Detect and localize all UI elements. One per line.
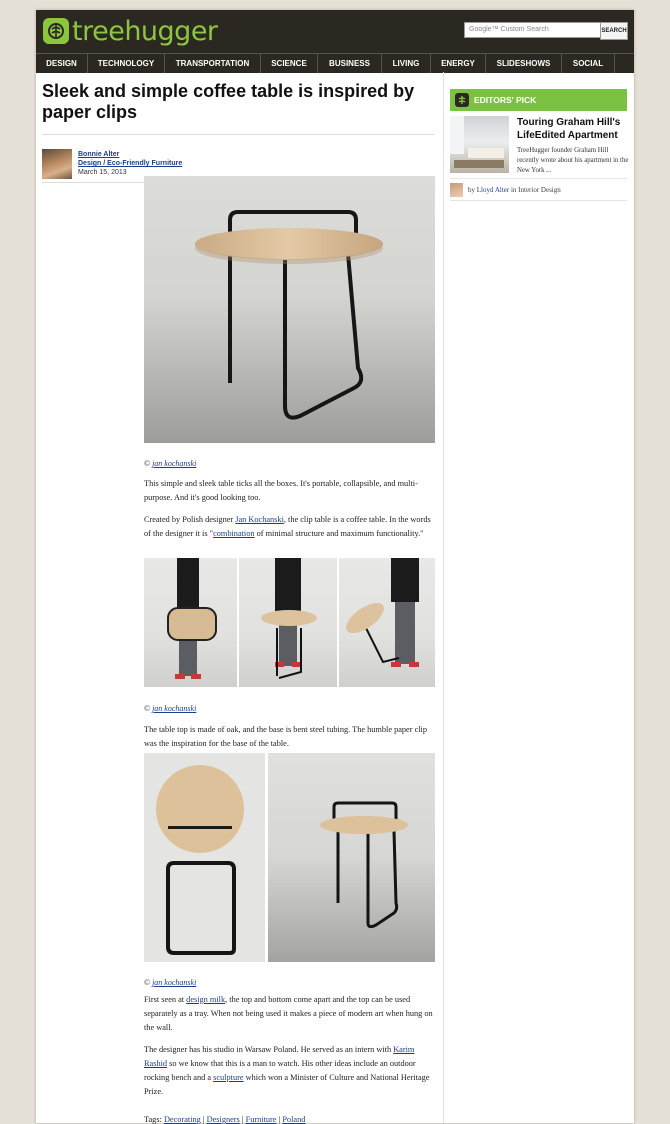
text: The designer has his studio in Warsaw Poland. He served as an intern with <box>144 1045 394 1054</box>
tag-link[interactable]: Poland <box>282 1115 306 1124</box>
pick-author-link[interactable]: Lloyd Alter <box>476 186 510 194</box>
divider <box>42 134 434 135</box>
nav-item-slideshows[interactable]: SLIDESHOWS <box>486 54 562 73</box>
photo-disassembled-table <box>144 753 265 962</box>
nav-item-science[interactable]: SCIENCE <box>261 54 318 73</box>
photo-credit-link[interactable]: jan kochanski <box>152 459 197 468</box>
paragraph: The table top is made of oak, and the base is bent steel tubing. The humble paper clip was the inspiration for the base of the table. <box>144 725 428 748</box>
nav-item-design[interactable]: DESIGN <box>36 54 88 73</box>
page <box>36 10 634 1123</box>
text: which won a Minister of Culture and National Heritage Prize. <box>144 1073 430 1096</box>
column-divider <box>443 72 444 1123</box>
photo-assembled-table <box>268 753 435 962</box>
site-logo[interactable] <box>43 15 218 47</box>
copyright-symbol: © <box>144 704 151 713</box>
tags-line: Tags: Decorating | Designers | Furniture | Poland <box>144 1115 306 1124</box>
editors-pick-banner <box>450 89 627 111</box>
author-link[interactable]: Bonnie Alter <box>78 151 120 158</box>
site-header <box>36 10 634 53</box>
article-title: Sleek and simple coffee table is inspired by paper clips <box>42 81 415 122</box>
tag-link[interactable]: Decorating <box>163 1115 201 1124</box>
text: so we know that this is a man to watch. His other ideas include an outdoor rocking bench and a <box>144 1059 416 1082</box>
divider <box>450 200 627 201</box>
table-photo-main <box>144 176 435 443</box>
editors-pick-label: EDITORS' PICK <box>474 95 537 105</box>
photo-credit <box>144 459 196 468</box>
divider <box>450 178 627 179</box>
photo-credit-link[interactable]: jan kochanski <box>152 978 197 987</box>
pick-category[interactable]: Interior Design <box>518 186 561 194</box>
karim-rashid-link[interactable]: Karim Rashid <box>144 1045 415 1068</box>
search-button[interactable]: SEARCH <box>600 22 628 40</box>
by-label: by <box>468 186 475 194</box>
main-nav <box>36 53 634 73</box>
author-avatar <box>42 149 72 179</box>
category-link[interactable]: Design / Eco-Friendly Furniture <box>78 160 183 167</box>
copyright-symbol: © <box>144 978 151 987</box>
photo-credit <box>144 704 196 713</box>
editors-pick-byline <box>468 186 561 194</box>
photo-credit <box>144 978 196 987</box>
byline <box>78 150 182 177</box>
search-input[interactable]: Google™ Custom Search <box>464 22 608 38</box>
text: First seen at <box>144 995 187 1004</box>
photo-assembling-table <box>239 558 337 687</box>
nav-item-social[interactable]: SOCIAL <box>562 54 615 73</box>
nav-item-technology[interactable]: TECHNOLOGY <box>88 54 165 73</box>
design-milk-link[interactable]: design milk <box>186 995 226 1004</box>
tag-link[interactable]: Designers <box>206 1115 240 1124</box>
leaf-logo-icon <box>43 18 69 44</box>
in-label: in <box>510 186 517 194</box>
logo-text: treehugger <box>72 15 218 47</box>
combination-link[interactable]: combination <box>213 529 255 538</box>
tags-label: Tags: <box>144 1115 162 1124</box>
editors-pick-thumbnail[interactable] <box>450 116 509 173</box>
nav-item-business[interactable]: BUSINESS <box>318 54 382 73</box>
tag-link[interactable]: Furniture <box>245 1115 277 1124</box>
nav-item-transportation[interactable]: TRANSPORTATION <box>165 54 261 73</box>
designer-link[interactable]: Jan Kochanski <box>235 515 284 524</box>
text: Created by Polish designer <box>144 515 236 524</box>
nav-item-energy[interactable]: ENERGY <box>431 54 486 73</box>
text: of minimal structure and maximum functionality." <box>254 529 424 538</box>
nav-item-living[interactable]: LIVING <box>382 54 431 73</box>
paragraph <box>144 1043 434 1099</box>
photo-folded-table <box>144 558 237 687</box>
text: , the top and bottom come apart and the top can be used separately as a tray. When not being used it makes a piece of modern art when hung on the wall. <box>144 995 433 1032</box>
paragraph <box>144 513 434 541</box>
photo-credit-link[interactable]: jan kochanski <box>152 704 197 713</box>
paragraph <box>144 993 434 1035</box>
publish-date: March 15, 2013 <box>78 169 127 176</box>
sculpture-link[interactable]: sculpture <box>213 1073 244 1082</box>
paragraph: This simple and sleek table ticks all the boxes. It's portable, collapsible, and multi-purpose. And it's good looking too. <box>144 479 418 502</box>
text: , the clip table is a coffee table. In the words of the designer it is " <box>144 515 431 538</box>
author-avatar <box>450 183 463 197</box>
copyright-symbol: © <box>144 459 151 468</box>
editors-pick-description: TreeHugger founder Graham Hill recently wrote about his apartment in the New York ... <box>517 147 629 174</box>
editors-pick-title[interactable]: Touring Graham Hill's LifeEdited Apartment <box>517 117 621 141</box>
photo-tilted-table <box>339 558 435 687</box>
leaf-icon <box>455 93 469 107</box>
